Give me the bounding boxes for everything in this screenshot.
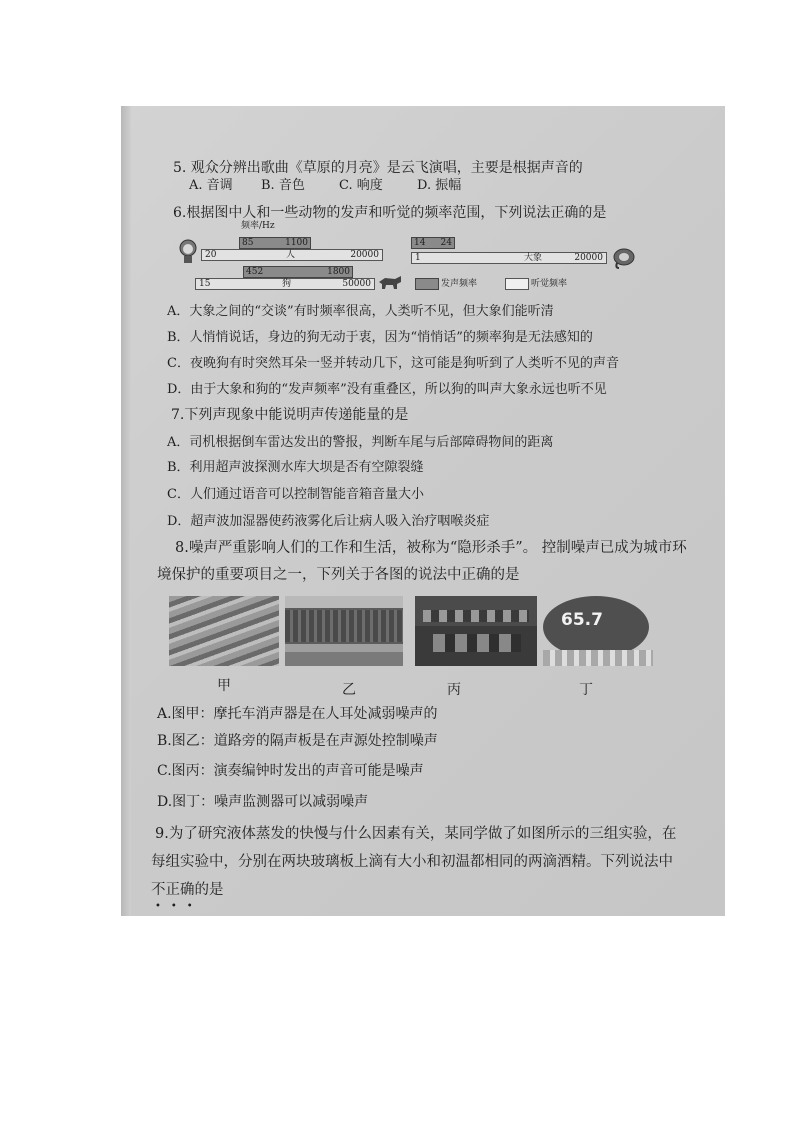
elephant-voice-bar <box>411 237 455 249</box>
human-voice-bar <box>239 237 311 249</box>
q6-option-a: A．大象之间的“交谈”有时频率很高，人类听不见，但大象们能听清 <box>167 304 554 319</box>
emphasis-dots: ••• <box>155 901 203 912</box>
elephant-hearing-bar <box>411 252 607 264</box>
legend-voice-swatch <box>415 278 439 290</box>
dog-hearing-low: 15 <box>199 279 211 289</box>
dog-icon <box>377 274 403 290</box>
frequency-axis-label: 频率/Hz <box>241 221 275 231</box>
caption-bing: 丙 <box>447 682 461 698</box>
q7-option-b: B．利用超声波探测水库大坝是否有空隙裂缝 <box>167 460 424 475</box>
q8-option-b: B.图乙：道路旁的隔声板是在声源处控制噪声 <box>157 733 438 749</box>
human-hearing-bar <box>201 249 383 261</box>
q6-option-b: B．人悄悄说话，身边的狗无动于衷，因为“悄悄话”的频率狗是无法感知的 <box>167 330 593 345</box>
human-voice-high: 1100 <box>285 238 308 248</box>
dog-hearing-name: 狗 <box>282 279 292 289</box>
elephant-hearing-name: 大象 <box>524 253 543 263</box>
q8-option-c: C.图丙：演奏编钟时发出的声音可能是噪声 <box>157 763 424 779</box>
dog-voice-bar <box>243 266 353 278</box>
q9-stem-line2: 每组实验中，分别在两块玻璃板上滴有大小和初温都相同的两滴酒精。下列说法中 <box>151 854 673 870</box>
q5-option-d: D. 振幅 <box>417 178 462 193</box>
caption-yi: 乙 <box>342 682 356 698</box>
q7-stem: 7.下列声现象中能说明声传递能量的是 <box>171 407 409 423</box>
q6-option-c: C．夜晚狗有时突然耳朵一竖并转动几下，这可能是狗听到了人类听不见的声音 <box>167 356 619 371</box>
q8-stem-line2: 境保护的重要项目之一，下列关于各图的说法中正确的是 <box>157 567 520 583</box>
q5-option-c: C. 响度 <box>339 178 383 193</box>
q7-option-c: C．人们通过语音可以控制智能音箱音量大小 <box>167 487 424 502</box>
q6-stem: 6.根据图中人和一些动物的发声和听觉的频率范围，下列说法正确的是 <box>173 205 607 221</box>
human-hearing-name: 人 <box>286 250 296 260</box>
q9-stem-line3: 不正确的是 <box>151 882 224 898</box>
human-hearing-high: 20000 <box>350 250 379 260</box>
caption-jia: 甲 <box>217 678 231 694</box>
human-voice-low: 85 <box>242 238 254 248</box>
legend-hearing-swatch <box>505 278 529 290</box>
noise-meter-reading: 65.7 <box>561 610 603 630</box>
elephant-voice-low: 14 <box>414 238 426 248</box>
elephant-hearing-low: 1 <box>415 253 421 263</box>
image-yi-sound-barrier <box>285 596 403 666</box>
q8-option-a: A.图甲：摩托车消声器是在人耳处减弱噪声的 <box>157 706 438 722</box>
q8-option-d: D.图丁：噪声监测器可以减弱噪声 <box>157 794 369 810</box>
caption-ding: 丁 <box>579 682 593 698</box>
dog-hearing-bar <box>195 278 375 290</box>
q5-stem: 5. 观众分辨出歌曲《草原的月亮》是云飞演唱，主要是根据声音的 <box>173 160 583 176</box>
dog-hearing-high: 50000 <box>342 279 371 289</box>
q7-option-d: D．超声波加湿器使药液雾化后让病人吸入治疗咽喉炎症 <box>167 514 490 529</box>
image-ding-noise-monitor <box>543 596 653 666</box>
legend-hearing-label: 听觉频率 <box>531 279 568 289</box>
human-hearing-low: 20 <box>205 250 217 260</box>
q6-option-d: D．由于大象和狗的“发声频率”没有重叠区，所以狗的叫声大象永远也听不见 <box>167 382 607 397</box>
image-jia-muffler <box>169 596 279 666</box>
exam-photo <box>121 106 725 916</box>
elephant-icon <box>611 246 637 270</box>
dog-voice-low: 452 <box>246 267 264 277</box>
q9-stem-line1: 9.为了研究液体蒸发的快慢与什么因素有关，某同学做了如图所示的三组实验，在 <box>155 826 677 842</box>
q7-option-a: A．司机根据倒车雷达发出的警报，判断车尾与后部障碍物间的距离 <box>167 435 554 450</box>
human-head-icon <box>177 238 199 264</box>
q5-option-a: A. 音调 <box>189 178 233 193</box>
q8-stem-line1: 8.噪声严重影响人们的工作和生活，被称为“隐形杀手”。 控制噪声已成为城市环 <box>175 540 687 556</box>
dog-voice-high: 1800 <box>327 267 350 277</box>
elephant-voice-high: 24 <box>440 238 452 248</box>
legend-voice-label: 发声频率 <box>441 279 478 289</box>
elephant-hearing-high: 20000 <box>574 253 603 263</box>
image-bing-chime-bells <box>415 596 537 666</box>
q5-option-b: B. 音色 <box>261 178 305 193</box>
